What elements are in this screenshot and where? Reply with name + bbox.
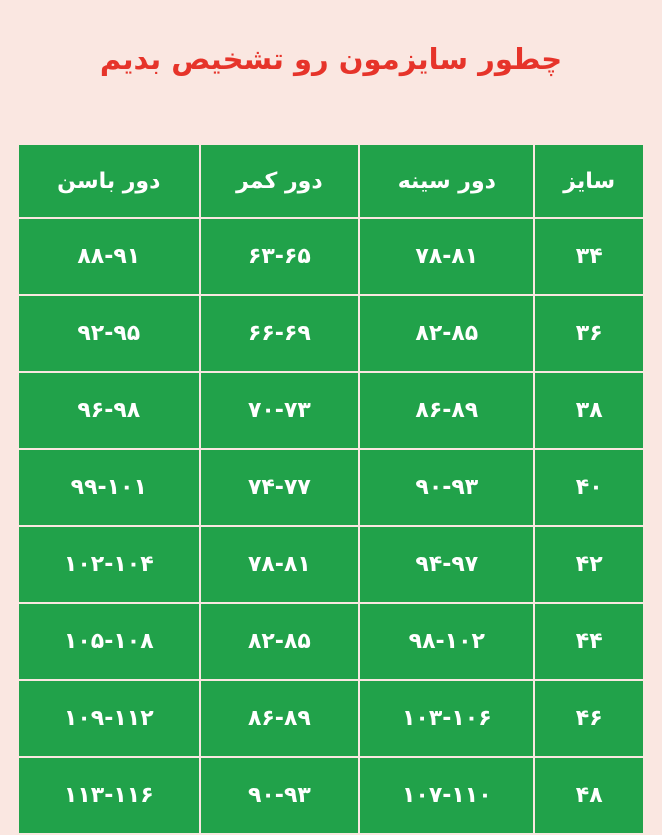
cell-hip: ۸۸-۹۱ [18, 218, 200, 295]
column-header-size: سایز [534, 144, 644, 218]
table-body [18, 218, 644, 834]
cell-bust: ۸۶-۸۹ [359, 372, 534, 449]
cell-hip: ۱۰۹-۱۱۲ [18, 680, 200, 757]
cell-size: ۴۴ [534, 603, 644, 680]
cell-waist: ۷۸-۸۱ [200, 526, 360, 603]
cell-bust: ۱۰۳-۱۰۶ [359, 680, 534, 757]
cell-size: ۳۸ [534, 372, 644, 449]
cell-hip: ۹۲-۹۵ [18, 295, 200, 372]
cell-bust: ۷۸-۸۱ [359, 218, 534, 295]
cell-waist: ۷۰-۷۳ [200, 372, 360, 449]
cell-waist: ۹۰-۹۳ [200, 757, 360, 834]
cell-waist: ۶۶-۶۹ [200, 295, 360, 372]
cell-bust: ۸۲-۸۵ [359, 295, 534, 372]
column-header-waist: دور کمر [200, 144, 360, 218]
cell-waist: ۸۶-۸۹ [200, 680, 360, 757]
cell-size: ۴۲ [534, 526, 644, 603]
table-row [18, 449, 644, 526]
column-header-hip: دور باسن [18, 144, 200, 218]
size-table-container [17, 143, 645, 835]
cell-size: ۴۸ [534, 757, 644, 834]
table-header [18, 144, 644, 218]
table-row [18, 295, 644, 372]
table-row [18, 372, 644, 449]
cell-size: ۴۰ [534, 449, 644, 526]
cell-bust: ۹۸-۱۰۲ [359, 603, 534, 680]
cell-hip: ۱۰۲-۱۰۴ [18, 526, 200, 603]
cell-size: ۳۶ [534, 295, 644, 372]
cell-bust: ۹۴-۹۷ [359, 526, 534, 603]
table-row [18, 680, 644, 757]
cell-waist: ۷۴-۷۷ [200, 449, 360, 526]
table-row [18, 526, 644, 603]
cell-waist: ۸۲-۸۵ [200, 603, 360, 680]
cell-hip: ۹۹-۱۰۱ [18, 449, 200, 526]
cell-hip: ۹۶-۹۸ [18, 372, 200, 449]
cell-bust: ۹۰-۹۳ [359, 449, 534, 526]
cell-size: ۳۴ [534, 218, 644, 295]
table-row [18, 218, 644, 295]
table-row [18, 757, 644, 834]
cell-hip: ۱۰۵-۱۰۸ [18, 603, 200, 680]
cell-hip: ۱۱۳-۱۱۶ [18, 757, 200, 834]
column-header-bust: دور سینه [359, 144, 534, 218]
cell-waist: ۶۳-۶۵ [200, 218, 360, 295]
page-title: چطور سایزمون رو تشخیص بدیم [99, 42, 563, 76]
size-table [17, 143, 645, 835]
table-header-row [18, 144, 644, 218]
cell-size: ۴۶ [534, 680, 644, 757]
table-row [18, 603, 644, 680]
cell-bust: ۱۰۷-۱۱۰ [359, 757, 534, 834]
